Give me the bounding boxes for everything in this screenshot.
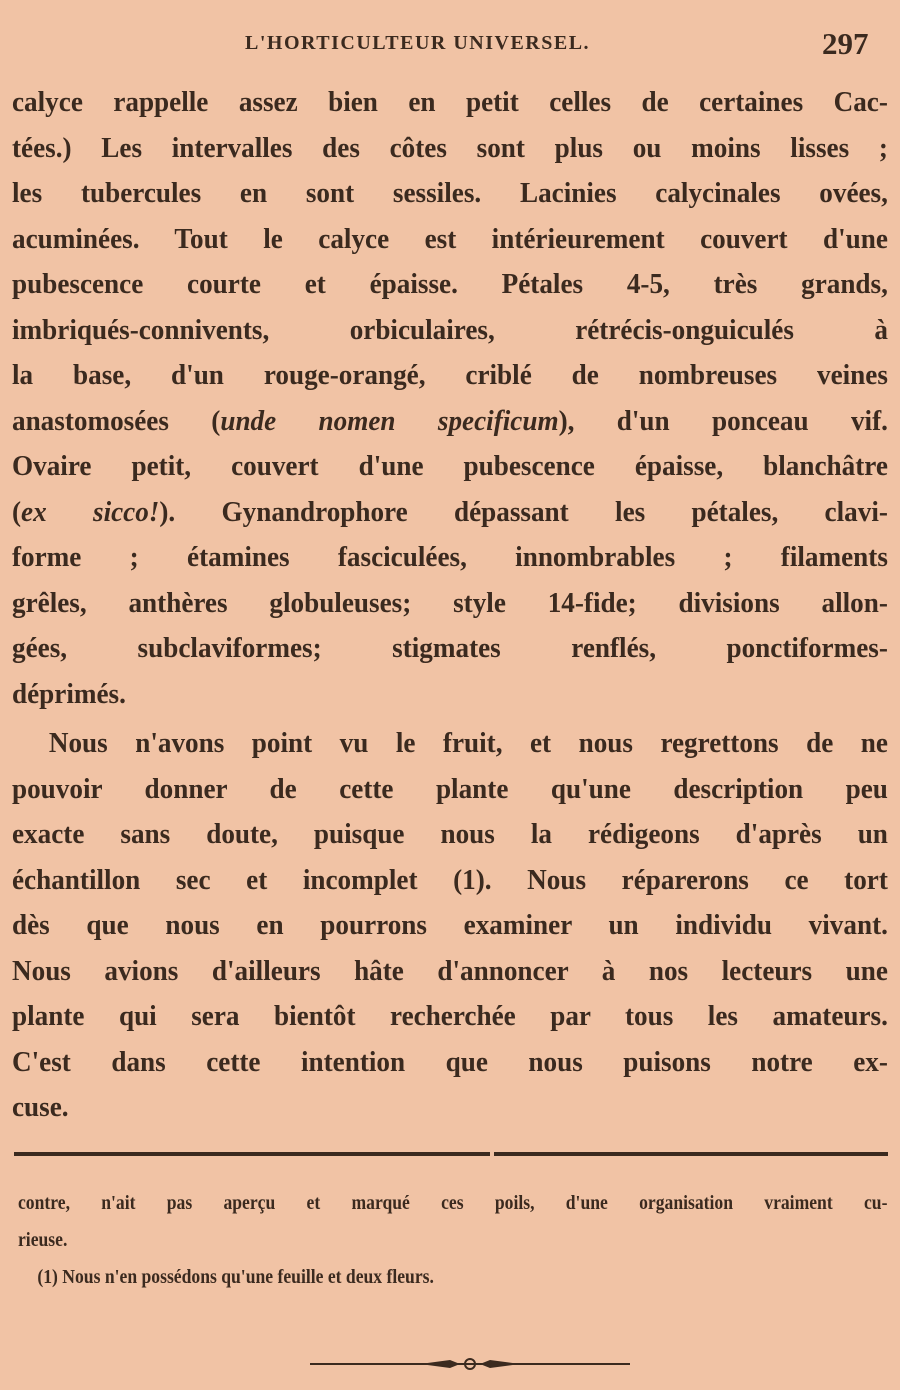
text-line (12, 399, 888, 445)
text-line (12, 949, 888, 995)
text-segment: imbriqués-connivents, orbiculaires, rétrécis-onguiculés à (12, 314, 888, 346)
text-segment: plante qui sera bientôt recherchée par tous les amateurs. (12, 1001, 888, 1032)
text-line (12, 1085, 888, 1131)
running-header (0, 26, 900, 62)
text-line (12, 444, 888, 490)
text-segment: pubescence courte et épaisse. Pétales 4-5, très grands, (12, 269, 888, 300)
text-line (12, 858, 888, 904)
text-line (12, 80, 888, 126)
text-segment: anastomosées ( (12, 405, 221, 437)
italic-text: ex sicco! (21, 496, 160, 528)
running-title: L'HORTICULTEUR UNIVERSEL. (245, 32, 591, 54)
text-line (12, 721, 888, 767)
text-segment: la base, d'un rouge-orangé, criblé de nombreuses veines (12, 360, 888, 391)
text-line (12, 217, 888, 263)
text-segment: ( (12, 496, 22, 528)
text-segment: Nous avions d'ailleurs hâte d'annoncer à nos lecteurs une (12, 955, 888, 987)
text-line (12, 535, 888, 581)
italic-text: unde nomen specificum (220, 405, 559, 437)
footnotes (18, 1185, 888, 1296)
text-line (12, 767, 888, 813)
text-line (12, 1040, 888, 1086)
text-segment: ), d'un ponceau vif. (558, 405, 888, 437)
text-segment: tées.) Les intervalles des côtes sont plus ou moins lisses ; (12, 132, 888, 164)
text-segment: déprimés. (12, 678, 126, 710)
text-line (12, 171, 888, 217)
text-line (12, 262, 888, 308)
text-line (12, 994, 888, 1040)
text-segment: calyce rappelle assez bien en petit celles de certaines Cac- (12, 87, 888, 118)
main-text (12, 80, 888, 1131)
page-number: 297 (822, 26, 869, 61)
footnote-line: contre, n'ait pas aperçu et marqué ces poils, d'une organisation vraiment cu- (18, 1192, 888, 1214)
text-line (12, 903, 888, 949)
ornament-divider (310, 1352, 630, 1376)
footnote-rule (14, 1152, 490, 1156)
text-line (12, 812, 888, 858)
text-segment: exacte sans doute, puisque nous la rédigeons d'après un (12, 819, 888, 850)
text-segment: acuminées. Tout le calyce est intérieurement couvert d'une (12, 223, 888, 255)
text-segment: dès que nous en pourrons examiner un individu vivant. (12, 910, 888, 941)
text-segment: Ovaire petit, couvert d'une pubescence épaisse, blanchâtre (12, 451, 888, 482)
text-segment: grêles, anthères globuleuses; style 14-fide; divisions allon- (12, 587, 888, 619)
text-segment: échantillon sec et incomplet (1). Nous réparerons ce tort (12, 864, 888, 896)
text-line (12, 672, 888, 718)
text-line (12, 126, 888, 172)
text-line (12, 308, 888, 354)
text-line (12, 581, 888, 627)
text-line (12, 626, 888, 672)
text-segment: ). Gynandrophore dépassant les pétales, clavi- (159, 496, 888, 528)
text-segment: Nous n'avons point vu le fruit, et nous regrettons de ne (48, 728, 888, 759)
text-segment: forme ; étamines fasciculées, innombrables ; filaments (12, 542, 888, 573)
footnote-rule (494, 1152, 888, 1156)
text-segment: gées, subclaviformes; stigmates renflés, ponctiformes- (12, 633, 888, 664)
text-line (12, 353, 888, 399)
text-segment: les tubercules en sont sessiles. Lacinies calycinales ovées, (12, 178, 888, 209)
text-segment: C'est dans cette intention que nous puisons notre ex- (12, 1046, 888, 1078)
footnote-line: rieuse. (18, 1229, 68, 1251)
footnote-line: (1) Nous n'en possédons qu'une feuille et deux fleurs. (37, 1266, 434, 1288)
text-segment: cuse. (12, 1092, 69, 1123)
text-line (12, 490, 888, 536)
text-segment: pouvoir donner de cette plante qu'une description peu (12, 773, 888, 805)
